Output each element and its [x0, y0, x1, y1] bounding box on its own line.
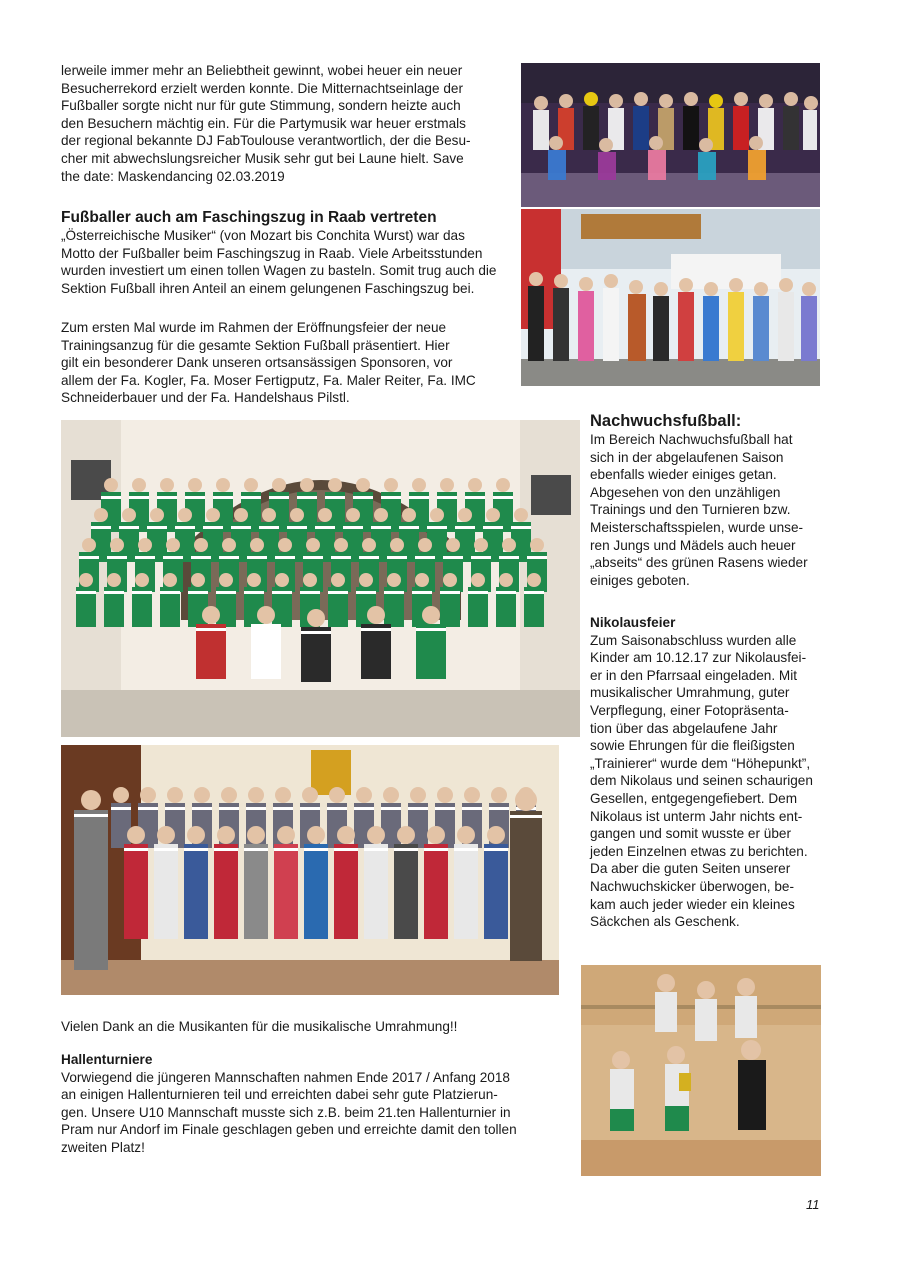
page-number: 11 [806, 1197, 820, 1212]
fasching-section [61, 208, 516, 297]
hallen-line: zweiten Platz! [61, 1139, 145, 1155]
trainingsanzug-line: Zum ersten Mal wurde im Rahmen der Eröffnungsfeier der neue [61, 320, 447, 335]
nachwuchs-line: Meisterschaftsspielen, wurde unse- [590, 519, 804, 535]
thanks-line [61, 1018, 561, 1036]
hallen-line: an einigen Hallenturnieren teil und erreichten dabei sehr gute Platzierun- [61, 1087, 498, 1103]
nachwuchs-heading: Nachwuchsfußball: [590, 412, 742, 430]
nikolaus-line: Gesellen, entgegengefiebert. Dem [590, 790, 798, 806]
hallen-line: gen. Unsere U10 Mannschaft musste sich z.B. beim 21.ten Hallenturnier in [61, 1104, 511, 1120]
nikolaus-section [590, 614, 821, 931]
nachwuchs-line: ebenfalls wieder einiges getan. [590, 467, 777, 483]
nikolaus-line: Säckchen als Geschenk. [590, 914, 740, 930]
nikolaus-heading: Nikolausfeier [590, 615, 676, 630]
intro-paragraph [61, 62, 516, 185]
nikolaus-line: „Trainierer“ wurde dem “Höhepunkt”, [590, 755, 811, 771]
nikolaus-line: jeden Einzelnen etwas zu berichten. [590, 843, 808, 859]
fasching-line: Sektion Fußball ihren Anteil an einem gelungenen Faschingszug bei. [61, 280, 475, 296]
carnival-float-photo [521, 209, 820, 386]
hallen-paragraph [61, 1069, 561, 1157]
intro-line: cher mit abwechslungsreicher Musik sehr gut bei Laune hielt. Save [61, 150, 464, 166]
nachwuchs-paragraph [590, 431, 821, 589]
nikolaus-line: kam auch jeder wieder ein kleines [590, 896, 795, 912]
trainingsanzug-line: gilt ein besonderer Dank unseren ortsansässigen Sponsoren, vor [61, 355, 453, 371]
nikolaus-line: Verpflegung, einer Fotopräsenta- [590, 702, 789, 718]
nachwuchs-line: Abgesehen von den unzähligen [590, 484, 781, 500]
trainingsanzug-line: Trainingsanzug für die gesamte Sektion Fußball präsentiert. Hier [61, 337, 450, 353]
party-group-photo [521, 63, 820, 207]
intro-line: Fußballer sorgte nicht nur für gute Stimmung, sondern heizte auch [61, 98, 461, 114]
nachwuchs-line: Im Bereich Nachwuchsfußball hat [590, 432, 793, 447]
nachwuchs-line: einiges geboten. [590, 572, 690, 588]
intro-line: der regional bekannte DJ FabToulouse verantwortlich, der die Besu- [61, 133, 471, 149]
nikolaus-line: Nachwuchskicker überwogen, be- [590, 878, 795, 894]
nikolaus-group-photo [61, 745, 559, 995]
nikolaus-line: Da aber die guten Seiten unserer [590, 861, 791, 877]
nikolaus-line: er in den Pfarrsaal eingeladen. Mit [590, 667, 798, 683]
nikolaus-line: tion über das abgelaufene Jahr [590, 720, 778, 736]
hallen-line: Vorwiegend die jüngeren Mannschaften nahmen Ende 2017 / Anfang 2018 [61, 1069, 510, 1085]
fasching-line: wurden investiert um einen tollen Wagen zu basteln. Somit trug auch die [61, 263, 497, 279]
hallenturnier-photo [581, 965, 821, 1176]
nachwuchs-line: ren Jungs und Mädels auch heuer [590, 537, 796, 553]
nachwuchs-line: „abseits“ des grünen Rasens wieder [590, 555, 808, 571]
intro-line: the date: Maskendancing 02.03.2019 [61, 168, 285, 184]
intro-line: den Besuchern mächtig ein. Für die Partymusik war heuer erstmals [61, 115, 466, 131]
intro-line: lerweile immer mehr an Beliebtheit gewinnt, wobei heuer ein neuer [61, 63, 463, 78]
nachwuchs-section [590, 412, 821, 589]
fasching-paragraph [61, 227, 516, 297]
nikolaus-line: Nikolaus ist unterm Jahr nichts ent- [590, 808, 803, 824]
nikolaus-line: Kinder am 10.12.17 zur Nikolausfei- [590, 650, 807, 666]
nachwuchs-line: sich in der abgelaufenen Saison [590, 449, 784, 465]
intro-line: Besucherrekord erzielt werden konnte. Die Mitternachtseinlage der [61, 80, 463, 96]
nikolaus-line: Zum Saisonabschluss wurden alle [590, 632, 797, 648]
trainingsanzug-line: allem der Fa. Kogler, Fa. Moser Fertigputz, Fa. Maler Reiter, Fa. IMC [61, 372, 476, 388]
nikolaus-line: musikalischer Umrahmung, guter [590, 685, 790, 701]
trainingsanzug-paragraph [61, 319, 516, 407]
thanks-text: Vielen Dank an die Musikanten für die musikalische Umrahmung!! [61, 1019, 458, 1034]
hallen-heading: Hallenturniere [61, 1052, 153, 1067]
nikolaus-line: gangen und somit wusste er über [590, 826, 792, 842]
fasching-line: Motto der Fußballer beim Faschingszug in Raab. Viele Arbeitsstunden [61, 245, 483, 261]
trainingsanzug-line: Schneiderbauer und der Fa. Handelshaus Pilstl. [61, 390, 350, 406]
hallen-line: Pram nur Andorf im Finale geschlagen geben und erreichte damit den tollen [61, 1122, 517, 1138]
fasching-heading: Fußballer auch am Faschingszug in Raab vertreten [61, 209, 437, 226]
nachwuchs-line: Trainings und den Turnieren bzw. [590, 502, 791, 518]
nikolaus-line: sowie Ehrungen für die fleißigsten [590, 738, 795, 754]
team-photo [61, 420, 580, 737]
nikolaus-paragraph [590, 632, 821, 931]
hallen-section [61, 1051, 561, 1157]
nikolaus-line: dem Nikolaus und seinen schaurigen [590, 773, 813, 789]
fasching-line: „Österreichische Musiker“ (von Mozart bis Conchita Wurst) war das [61, 228, 465, 243]
